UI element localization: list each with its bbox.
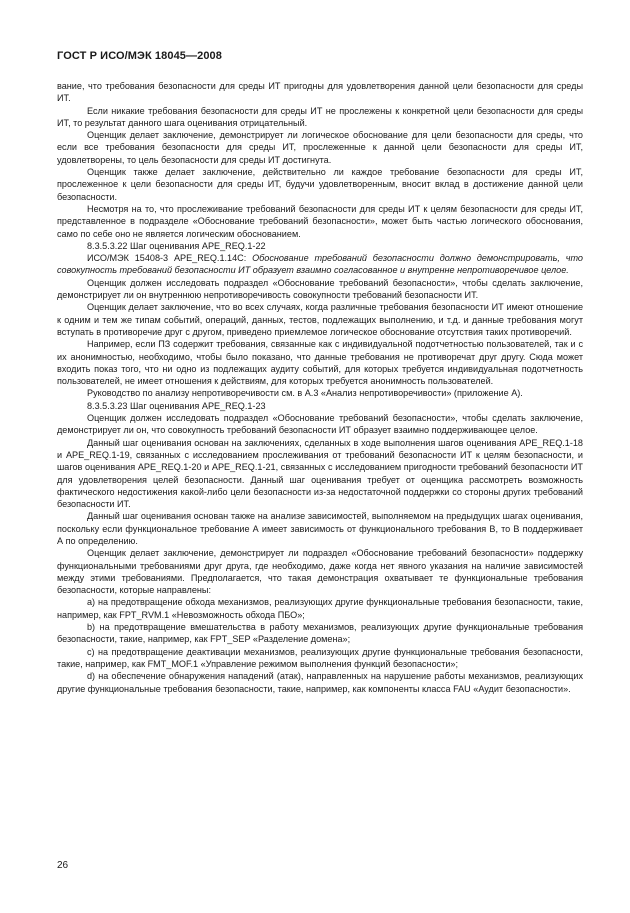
paragraph: Оценщик делает заключение, демонстрирует ли логическое обоснование для цели безопасности для среды, что если все требования безопасности для среды ИТ, прослеженные к данной цели безопасности для среды ИТ, удовлетворены, то цель безопасности для среды ИТ достигнута. xyxy=(57,130,583,165)
paragraph: Если никакие требования безопасности для среды ИТ не прослежены к конкретной цели безопасности для среды ИТ, то результат данного шага оценивания отрицательный. xyxy=(57,105,583,128)
section-heading: 8.3.5.3.22 Шаг оценивания APE_REQ.1-22 xyxy=(87,240,266,251)
document-body xyxy=(57,80,583,695)
document-header: ГОСТ Р ИСО/МЭК 18045—2008 xyxy=(57,50,222,62)
section-heading: 8.3.5.3.23 Шаг оценивания APE_REQ.1-23 xyxy=(87,400,266,411)
iso-reference-text: Обоснование требований безопасности должно демонстрировать, что совокупность требований безопасности ИТ образует взаимно согласованное и внутренне непротиворечивое целое. xyxy=(57,253,583,276)
paragraph: Руководство по анализу непротиворечивости см. в А.3 «Анализ непротиворечивости» (приложение А). xyxy=(87,388,523,399)
paragraph: Оценщик должен исследовать подраздел «Обоснование требований безопасности», чтобы сделать заключение, демонстрирует ли он, что совокупность требований безопасности ИТ образует взаимно поддерживающее целое. xyxy=(57,413,583,436)
iso-reference-note xyxy=(57,252,583,277)
paragraph: Несмотря на то, что прослеживание требований безопасности для среды ИТ к целям безопасности для среды ИТ, представленное в подразделе «Обоснование требований безопасности», может быть частью логического обоснования, само по себе оно не является логическим обоснованием. xyxy=(57,203,583,239)
paragraph: Оценщик должен исследовать подраздел «Обоснование требований безопасности», чтобы сделать заключение, демонстрирует ли он внутреннюю непротиворечивость совокупности требований безопасности ИТ. xyxy=(57,277,583,301)
list-item: b) на предотвращение вмешательства в работу механизмов, реализующих другие функциональные требования безопасности, такие, например, как FPT_SEP «Разделение домена»; xyxy=(57,622,583,645)
page-number: 26 xyxy=(57,860,69,871)
paragraph: Оценщик делает заключение, демонстрирует ли подраздел «Обоснование требований безопасности» поддержку функциональными требованиями друг друга, где необходимо, даже когда нет явного указания на наличие зависимостей между этими требованиями. Предполагается, что такая демонстрация охватывает те функциональные требования безопасности, которые направлены: xyxy=(57,548,583,596)
list-item: а) на предотвращение обхода механизмов, реализующих другие функциональные требования безопасности, такие, например, как FPT_RVM.1 «Невозможность обхода ПБО»; xyxy=(57,597,583,620)
list-item: с) на предотвращение деактивации механизмов, реализующих другие функциональные требования безопасности, такие, например, как FMT_MOF.1 «Управление режимом выполнения функций безопасности»; xyxy=(57,646,583,669)
paragraph: вание, что требования безопасности для среды ИТ пригодны для удовлетворения данной цели безопасности для среды ИТ. xyxy=(57,81,583,104)
paragraph: Оценщик делает заключение, что во всех случаях, когда различные требования безопасности ИТ имеют отношение к одним и тем же типам событий, операций, данных, тестов, подлежащих выполнению, и т.д. и данные требования могут вступать в противоречие друг с другом, приведено приемлемое логическое обоснование отсутствия таких противоречий. xyxy=(57,302,583,337)
paragraph: Например, если ПЗ содержит требования, связанные как с индивидуальной подотчетностью пользователей, так и с их анонимностью, необходимо, чтобы было показано, что данные требования не противоречат друг другу. Сюда может входить показ того, что ни одно из подлежащих аудиту событий, для которых требуется индивидуальная подотчетность пользователей, не имеет отношения к действиям, для которых требуется анонимность пользователей. xyxy=(57,339,583,387)
iso-reference-lead: ИСО/МЭК 15408-3 APE_REQ.1.14С: xyxy=(87,253,253,264)
paragraph: Оценщик также делает заключение, действительно ли каждое требование безопасности для среды ИТ, прослеженное к цели безопасности для среды ИТ, будучи удовлетворенным, вносит вклад в достижение данной цели безопасности. xyxy=(57,167,583,202)
list-item: d) на обеспечение обнаружения нападений (атак), направленных на нарушение работы механизмов, реализующих другие функциональные требования безопасности, такие, например, как компоненты класса FAU «Аудит безопасности». xyxy=(57,671,583,694)
paragraph: Данный шаг оценивания основан на заключениях, сделанных в ходе выполнения шагов оценивания APE_REQ.1-18 и APE_REQ.1-19, связанных с исследованием прослеживания от требований безопасности ИТ к целям безопасности, и шагов оценивания APE_REQ.1-20 и APE_REQ.1-21, связанных с исследованием пригодности требований безопасности ИТ для удовлетворения целей безопасности. Данный шаг оценивания требует от оценщика рассмотреть возможность фактического недостижения какой-либо цели безопасности из-за недостаточной поддержки со стороны других требований безопасности ИТ. xyxy=(57,437,583,510)
paragraph: Данный шаг оценивания основан также на анализе зависимостей, выполняемом на предыдущих шагах оценивания, поскольку если функциональное требование А имеет зависимость от функционального требования В, то В поддерживает А по определению. xyxy=(57,511,583,546)
